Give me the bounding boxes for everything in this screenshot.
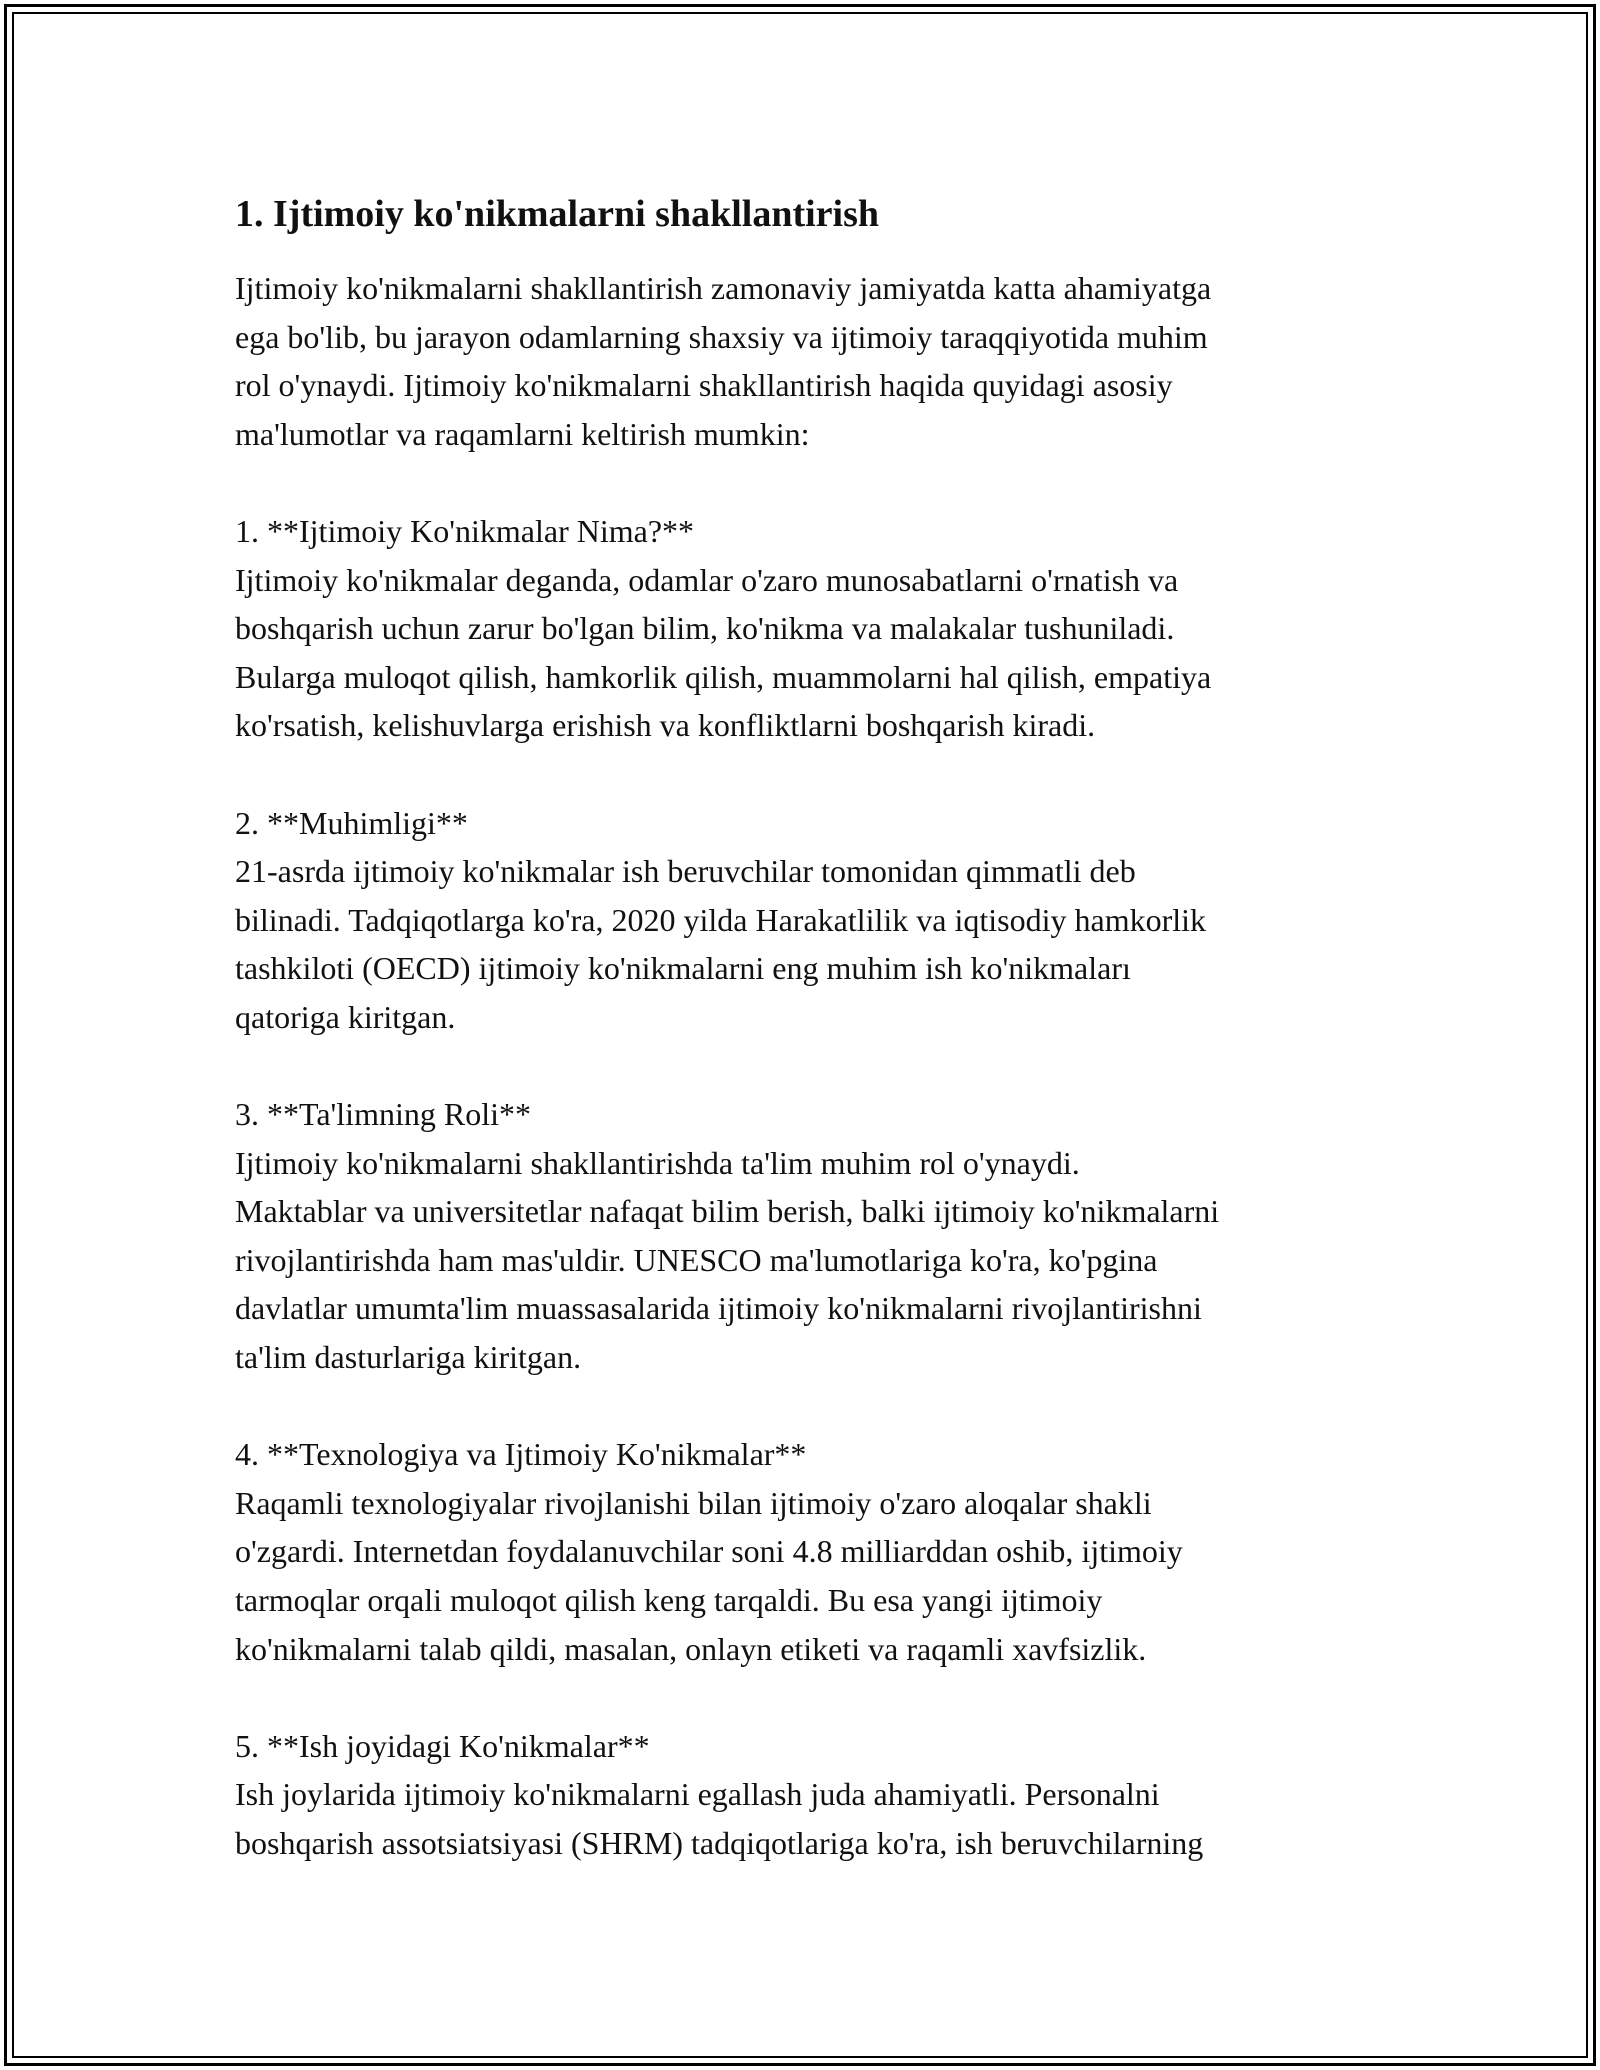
intro-paragraph: Ijtimoiy ko'nikmalarni shakllantirish zamonaviy jamiyatda katta ahamiyatga ega bo'lib, bu jarayon odamlarning shaxsiy va ijtimoiy taraqqiyotida muhim rol o'ynaydi. Ijtimoiy ko'nikmalarni shakllantirish haqida quyidagi asosiy ma'lumotlar va raqamlarni keltirish mumkin:	[235, 270, 1212, 452]
section-heading: 5. **Ish joyidagi Ko'nikmalar**	[235, 1727, 650, 1764]
section-4	[235, 1430, 1385, 1673]
section-body: 21-asrda ijtimoiy ko'nikmalar ish beruvchilar tomonidan qimmatli deb bilinadi. Tadqiqotlarga ko'ra, 2020 yilda Harakatlilik va iqtisodiy hamkorlik tashkiloti (OECD) ijtimoiy ko'nikmalarni eng muhim ish ko'nikmaları qatoriga kiritgan.	[235, 853, 1207, 1035]
section-body: Ijtimoiy ko'nikmalarni shakllantirishda ta'lim muhim rol o'ynaydi. Maktablar va universitetlar nafaqat bilim berish, balki ijtimoiy ko'nikmalarni rivojlantirishda ham mas'uldir. UNESCO ma'lumotlariga ko'ra, ko'pgina davlatlar umumta'lim muassasalarida ijtimoiy ko'nikmalarni rivojlantirishni ta'lim dasturlariga kiritgan.	[235, 1144, 1220, 1376]
section-body: Raqamli texnologiyalar rivojlanishi bilan ijtimoiy o'zaro aloqalar shakli o'zgardi. Internetdan foydalanuvchilar soni 4.8 milliarddan oshib, ijtimoiy tarmoqlar orqali muloqot qilish keng tarqaldi. Bu esa yangi ijtimoiy ko'nikmalarni talab qildi, masalan, onlayn etiketi va raqamli xavfsizlik.	[235, 1484, 1183, 1667]
section-2	[235, 799, 1385, 1042]
section-heading: 1. **Ijtimoiy Ko'nikmalar Nima?**	[235, 512, 695, 549]
section-heading: 2. **Muhimligi**	[235, 804, 468, 841]
section-body: Ish joylarida ijtimoiy ko'nikmalarni egallash juda ahamiyatli. Personalni boshqarish assotsiatsiyasi (SHRM) tadqiqotlariga ko'ra, ish beruvchilarning	[235, 1776, 1204, 1861]
section-3	[235, 1090, 1385, 1382]
document-title: 1. Ijtimoiy ko'nikmalarni shakllantirish	[235, 193, 880, 235]
section-1	[235, 507, 1385, 750]
document-page	[235, 186, 1385, 1868]
section-heading: 4. **Texnologiya va Ijtimoiy Ko'nikmalar**	[235, 1436, 807, 1473]
section-body: Ijtimoiy ko'nikmalar deganda, odamlar o'zaro munosabatlarni o'rnatish va boshqarish uchun zarur bo'lgan bilim, ko'nikma va malakalar tushuniladi. Bularga muloqot qilish, hamkorlik qilish, muammolarni hal qilish, empatiya ko'rsatish, kelishuvlarga erishish va konfliktlarni boshqarish kiradi.	[235, 561, 1212, 744]
section-5	[235, 1722, 1385, 1868]
section-heading: 3. **Ta'limning Roli**	[235, 1096, 531, 1133]
